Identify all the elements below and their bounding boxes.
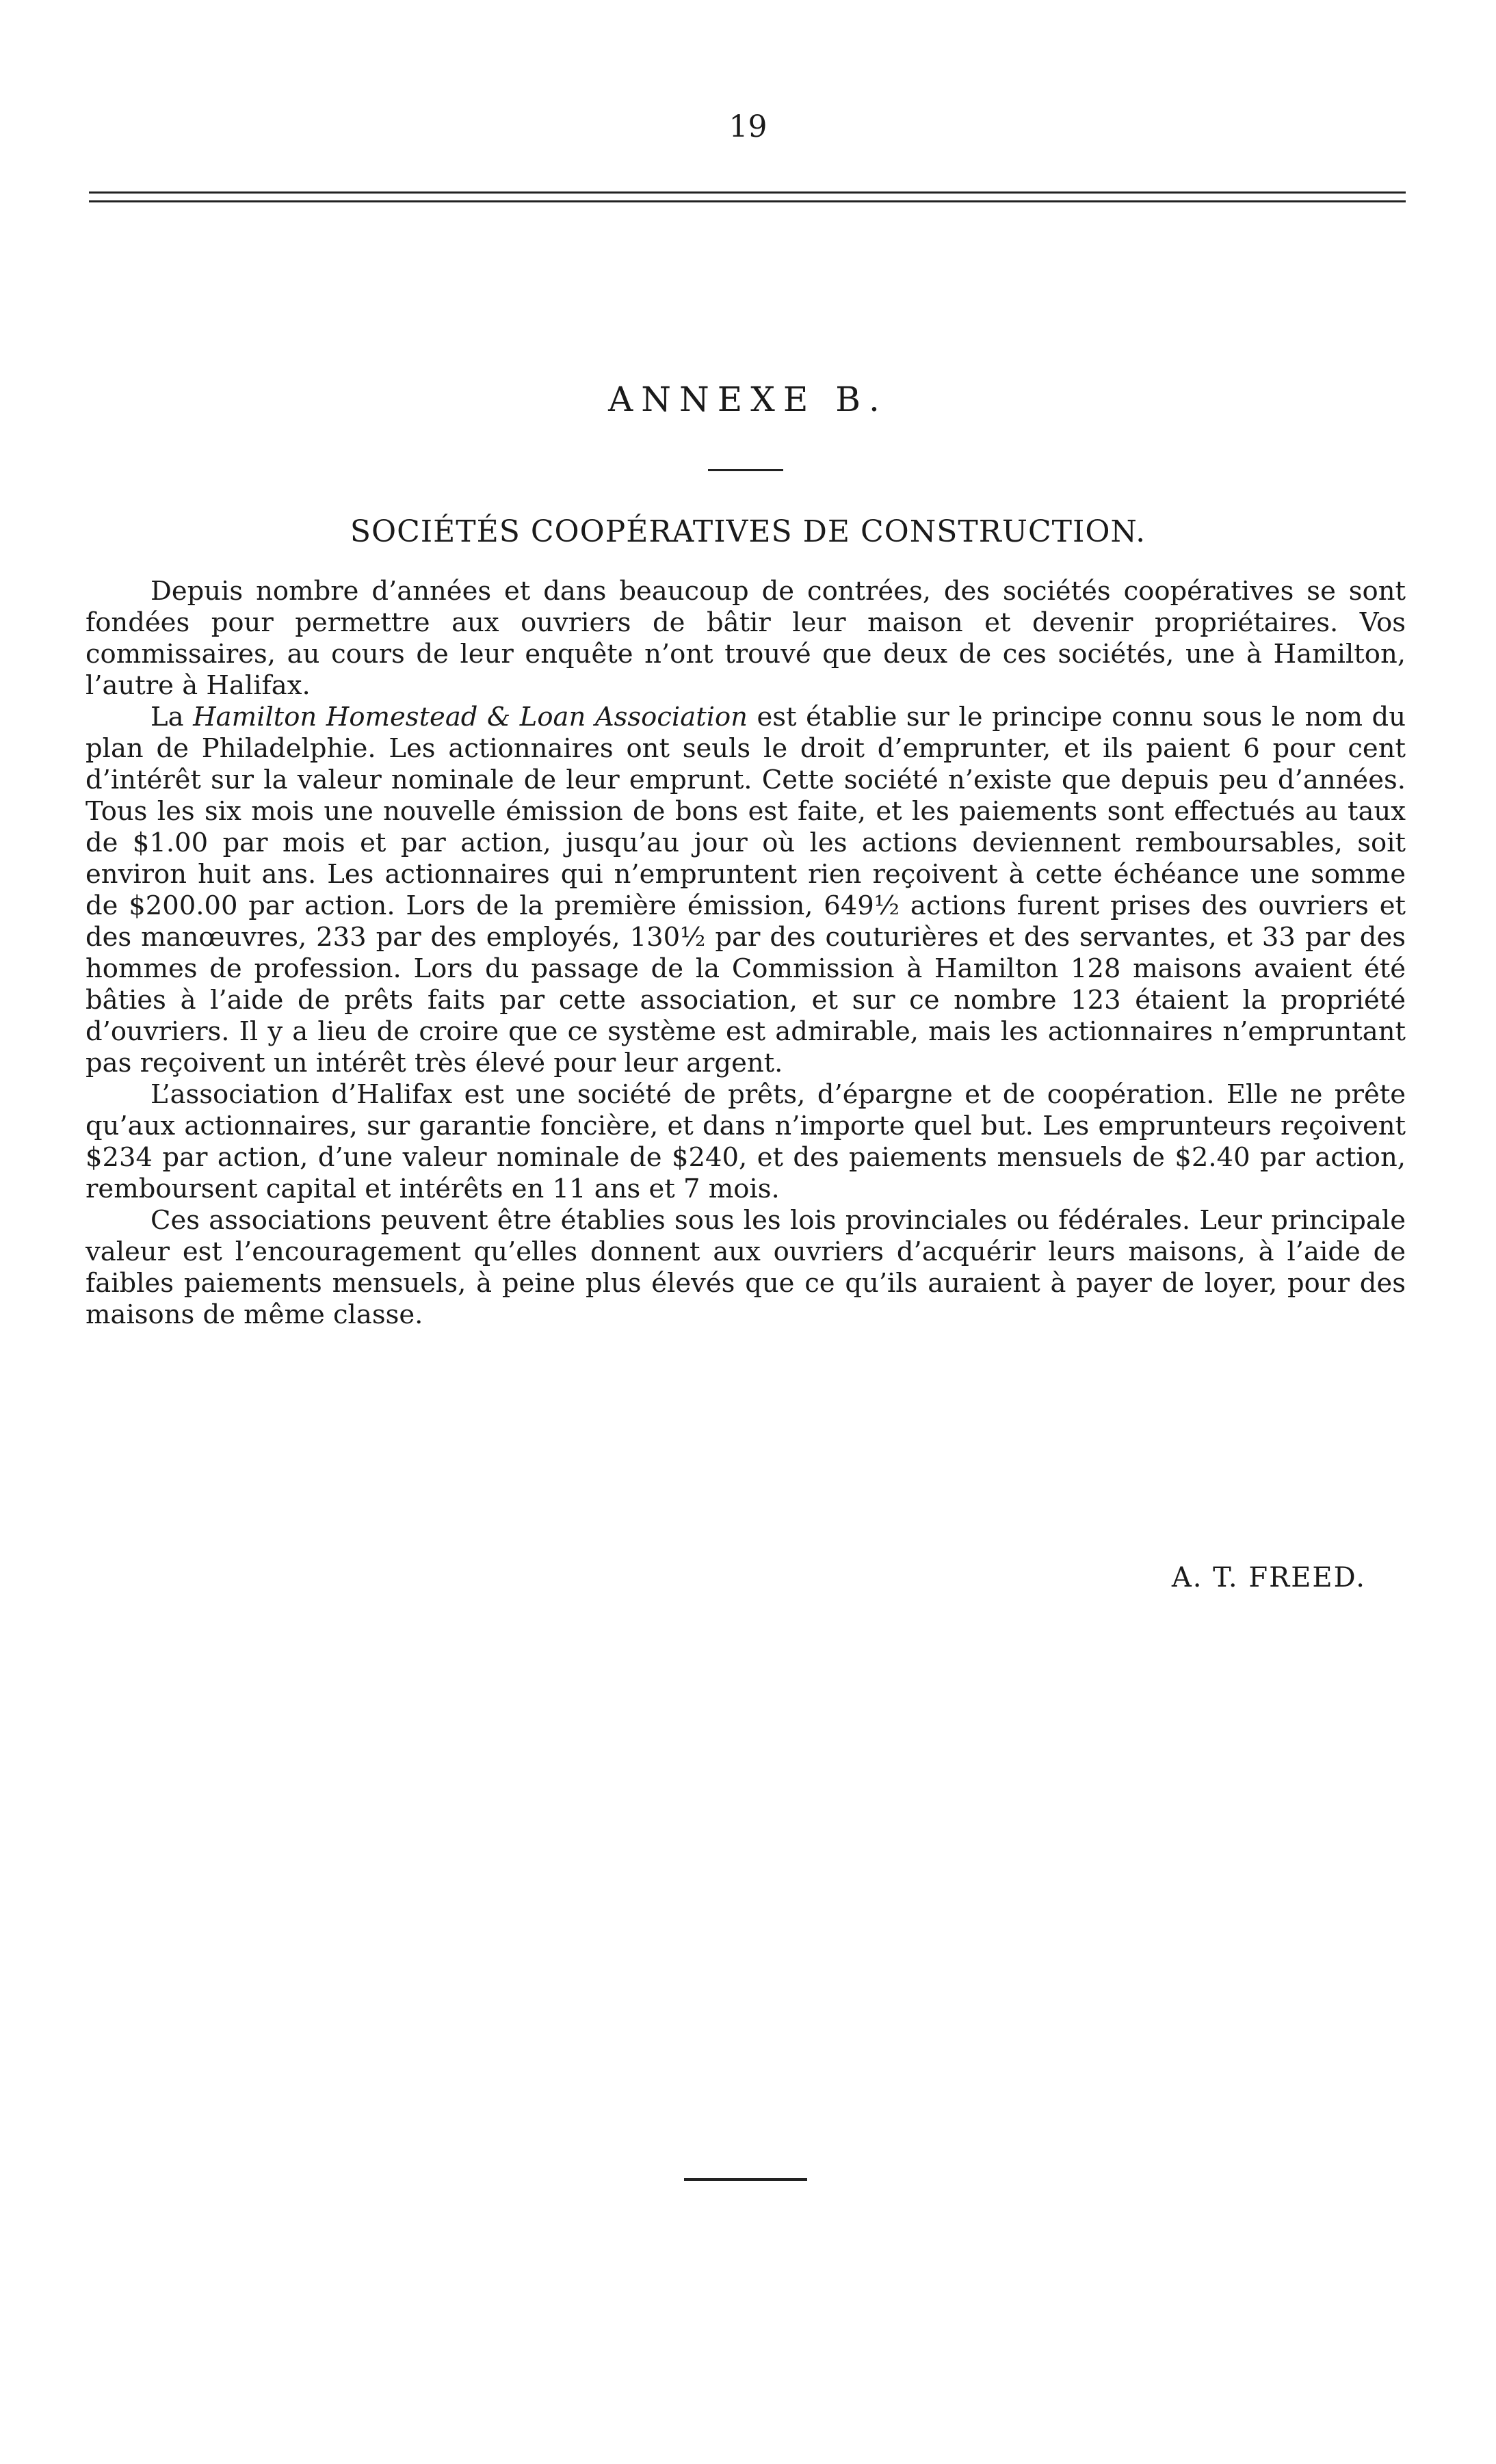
- signature: A. T. FREED.: [1171, 1562, 1366, 1593]
- paragraph-halifax: L’association d’Halifax est une société de prêts, d’épargne et de coopération. Elle ne prête qu’aux actionnaires, sur garantie foncière, et dans n’importe quel but. Les emprunteurs reçoivent $234 par action, d’une valeur nominale de $240, et des paiements mensuels de $2.40 par action, remboursent capital et intérêts en 11 ans et 7 mois.: [86, 1079, 1406, 1204]
- title-divider: [708, 469, 783, 471]
- body-text: [86, 576, 1406, 1331]
- paragraph-hamilton-lead: La: [150, 702, 194, 732]
- association-name: Hamilton Homestead & Loan Association: [193, 702, 748, 732]
- page-number: 19: [729, 109, 767, 144]
- paragraph-conclusion: Ces associations peuvent être établies sous les lois provinciales ou fédérales. Leur principale valeur est l’encouragement qu’elles donnent aux ouvriers d’acquérir leurs maisons, à l’aide de faibles paiements mensuels, à peine plus élevés que ce qu’ils auraient à payer de loyer, pour des maisons de même classe.: [86, 1205, 1406, 1330]
- annex-title: ANNEXE B.: [608, 380, 888, 419]
- end-divider: [684, 2178, 807, 2181]
- paragraph-hamilton-rest: est établie sur le principe connu sous le nom du plan de Philadelphie. Les actionnaires ont seuls le droit d’emprunter, et ils paient 6 pour cent d’intérêt sur la valeur nominale de leur emprunt. Cette société n’existe que depuis peu d’années. Tous les six mois une nouvelle émission de bons est faite, et les paiements sont effectués au taux de $1.00 par mois et par action, jusqu’au jour où les actions deviennent remboursables, soit environ huit ans. Les actionnaires qui n’empruntent rien reçoivent à cette échéance une somme de $200.00 par action. Lors de la première émission, 649½ actions furent prises des ouvriers et des manœuvres, 233 par des employés, 130½ par des couturières et des servantes, et 33 par des hommes de profession. Lors du passage de la Commission à Hamilton 128 maisons avaient été bâties à l’aide de prêts faits par cette association, et sur ce nombre 123 étaient la propriété d’ouvriers. Il y a lieu de croire que ce système est admirable, mais les actionnaires n’empruntant pas reçoivent un intérêt très élevé pour leur argent.: [86, 702, 1406, 1078]
- section-title: SOCIÉTÉS COOPÉRATIVES DE CONSTRUCTION.: [350, 514, 1146, 549]
- paragraph-intro: Depuis nombre d’années et dans beaucoup de contrées, des sociétés coopératives se sont fondées pour permettre aux ouvriers de bâtir leur maison et devenir propriétaires. Vos commissaires, au cours de leur enquête n’ont trouvé que deux de ces sociétés, une à Hamilton, l’autre à Halifax.: [86, 576, 1406, 701]
- header-double-rule: [89, 191, 1406, 202]
- paragraph-hamilton: [86, 702, 1406, 1079]
